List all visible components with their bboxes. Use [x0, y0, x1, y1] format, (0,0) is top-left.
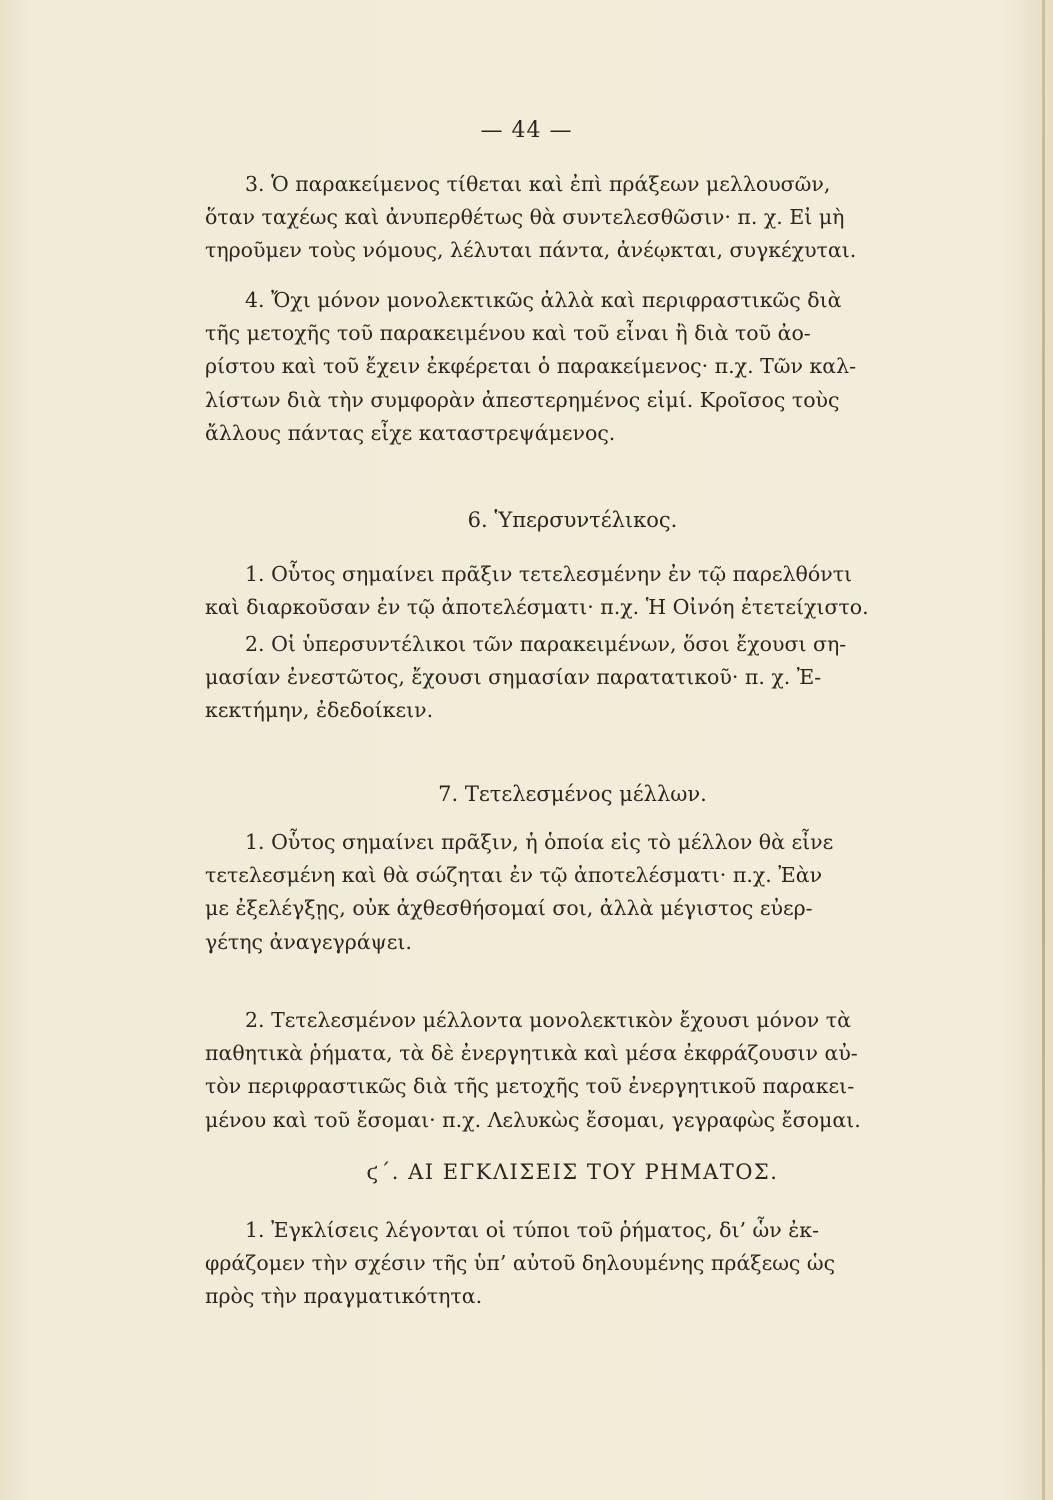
paragraph-3 [205, 168, 940, 268]
text-line: λίστων διὰ τὴν συμφορὰν ἀπεστερημένος εἰμί. Κροῖσος τοὺς [205, 387, 840, 412]
paragraph-4 [205, 284, 940, 450]
text-line: με ἐξελέγξῃς, οὐκ ἀχθεσθήσομαί σοι, ἀλλὰ μέγιστος εὐερ- [205, 896, 813, 921]
text-line: 1. Ἐγκλίσεις λέγονται οἱ τύποι τοῦ ῥήματος, δι’ ὧν ἐκ- [245, 1218, 819, 1242]
text-line: μένου καὶ τοῦ ἔσομαι· π.χ. Λελυκὼς ἔσομαι, γεγραφὼς ἔσομαι. [205, 1107, 861, 1132]
text-line: τετελεσμένη καὶ θὰ σώζηται ἐν τῷ ἀποτελέσματι· π.χ. Ἐὰν [205, 863, 823, 888]
text-line: παθητικὰ ῥήματα, τὰ δὲ ἐνεργητικὰ καὶ μέσα ἐκφράζουσιν αὐ- [205, 1041, 858, 1066]
text-line: γέτης ἀναγεγράψει. [205, 929, 412, 954]
section-heading-7: 7. Τετελεσμένος μέλλων. [438, 782, 707, 806]
section-heading-6: 6. Ὑπερσυντέλικος. [467, 508, 678, 532]
text-line: πρὸς τὴν πραγματικότητα. [205, 1284, 483, 1309]
section-heading-moods: ϛ΄. ΑΙ ΕΓΚΛΙΣΕΙΣ ΤΟΥ ΡΗΜΑΤΟΣ. [366, 1160, 779, 1184]
paragraph-7-2 [205, 1004, 940, 1137]
text-line: τῆς μετοχῆς τοῦ παρακειμένου καὶ τοῦ εἶναι ἢ διὰ τοῦ ἀο- [205, 321, 811, 346]
text-line: μασίαν ἐνεστῶτος, ἔχουσι σημασίαν παρατατικοῦ· π. χ. Ἐ- [205, 665, 822, 690]
text-line: καὶ διαρκοῦσαν ἐν τῷ ἀποτελέσματι· π.χ. Ἡ Οἰνόη ἐτετείχιστο. [205, 595, 869, 620]
text-line: τὸν περιφραστικῶς διὰ τῆς μετοχῆς τοῦ ἐνεργητικοῦ παρακει- [205, 1074, 855, 1099]
text-line: 1. Οὗτος σημαίνει πρᾶξιν τετελεσμένην ἐν τῷ παρελθόντι [245, 562, 853, 586]
text-line: ρίστου καὶ τοῦ ἔχειν ἐκφέρεται ὁ παρακείμενος· π.χ. Τῶν καλ- [205, 354, 857, 379]
text-line: 1. Οὗτος σημαίνει πρᾶξιν, ἡ ὁποία εἰς τὸ μέλλον θὰ εἶνε [245, 830, 834, 854]
page-number: — 44 — [480, 118, 573, 143]
paragraph-6-1 [205, 558, 940, 624]
text-line: 2. Τετελεσμένον μέλλοντα μονολεκτικὸν ἔχουσι μόνον τὰ [245, 1008, 851, 1032]
text-line: 4. Ὄχι μόνον μονολεκτικῶς ἀλλὰ καὶ περιφραστικῶς διὰ [245, 288, 842, 312]
text-line: ὅταν ταχέως καὶ ἀνυπερθέτως θὰ συντελεσθῶσιν· π. χ. Εἰ μὴ [205, 205, 845, 230]
paragraph-7-1 [205, 826, 940, 959]
text-line: 3. Ὁ παρακείμενος τίθεται καὶ ἐπὶ πράξεων μελλουσῶν, [245, 172, 831, 196]
paragraph-6-2 [205, 628, 940, 728]
text-line: τηροῦμεν τοὺς νόμους, λέλυται πάντα, ἀνέῳκται, συγκέχυται. [205, 238, 857, 263]
text-line: 2. Οἱ ὑπερσυντέλικοι τῶν παρακειμένων, ὅσοι ἔχουσι ση- [245, 632, 847, 656]
text-line: φράζομεν τὴν σχέσιν τῆς ὑπ’ αὐτοῦ δηλουμένης πράξεως ὡς [205, 1251, 836, 1276]
text-line: κεκτήμην, ἐδεδοίκειν. [205, 698, 434, 723]
text-line: ἄλλους πάντας εἶχε καταστρεψάμενος. [205, 420, 616, 445]
paragraph-moods-1 [205, 1214, 940, 1314]
page-edge-shadow [1042, 0, 1045, 1500]
